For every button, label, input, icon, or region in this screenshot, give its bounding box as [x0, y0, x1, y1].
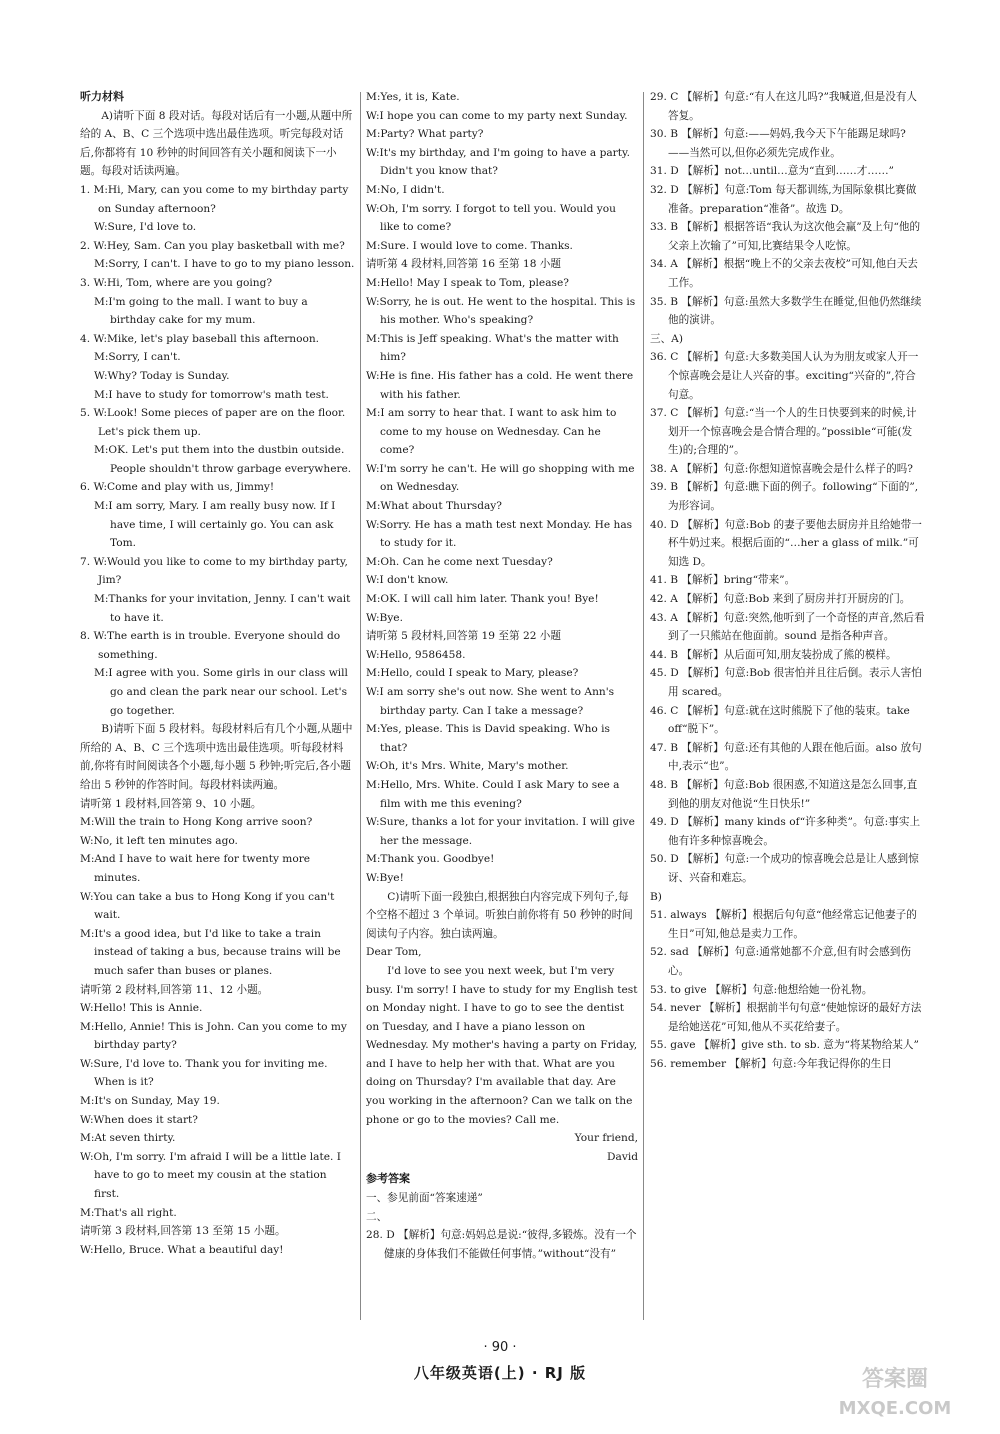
dialogue-line: M:Oh. Can he come next Tuesday?: [366, 555, 553, 568]
dialogue-line: W:Sorry, he is out. He went to the hospital. This is his mother. Who's speaking?: [366, 295, 636, 327]
dialogue-line: M:No, I didn't.: [366, 183, 445, 196]
dialogue-line: 8. W:The earth is in trouble. Everyone should do something.: [80, 630, 341, 661]
letter-greeting: Dear Tom,: [366, 946, 422, 959]
dialogue-line: M:Yes, please. This is David speaking. Who is that?: [366, 723, 610, 754]
dialogue-line: M:What about Thursday?: [366, 500, 502, 513]
answer-item: 54. never 【解析】根据前半句句意“使她惊讶的最好方法是给她送花”可知,他从不买花给妻子。: [650, 1002, 922, 1033]
answer-item: 46. C 【解析】句意:就在这时熊脱下了他的装束。take off“脱下”。: [650, 704, 910, 736]
answer-item: 32. D 【解析】句意:Tom 每天都训练,为国际象棋比赛做准备。preparation“准备”。故选 D。: [650, 183, 917, 215]
dialogue-line: W:Oh, it's Mrs. White, Mary's mother.: [366, 760, 569, 773]
section-prompt: 请听第 3 段材料,回答第 13 至第 15 小题。: [80, 1225, 286, 1238]
book-title: 八年级英语(上) · RJ 版: [413, 1364, 587, 1382]
dialogue-line: 2. W:Hey, Sam. Can you play basketball with me?: [80, 239, 345, 252]
dialogue-line: M:It's on Sunday, May 19.: [80, 1095, 220, 1108]
dialogue-line: M:Thank you. Goodbye!: [366, 853, 495, 866]
answer-section: 三、A): [650, 332, 683, 345]
dialogue-line: M:I have to study for tomorrow's math test.: [94, 388, 329, 401]
answer-item: 39. B 【解析】句意:瞧下面的例子。following“下面的”,为形容词。: [650, 481, 919, 513]
dialogue-line: M:OK. Let's put them into the dustbin outside. People shouldn't throw garbage everywhere.: [94, 444, 352, 475]
answer-item: 34. A 【解析】根据“晚上不的父亲去夜校”可知,他白天去工作。: [650, 258, 918, 289]
dialogue-line: W:You can take a bus to Hong Kong if you can't wait.: [80, 890, 335, 922]
dialogue-line: M:Yes, it is, Kate.: [366, 91, 460, 103]
dialogue-line: W:I am sorry she's out now. She went to Ann's birthday party. Can I take a message?: [366, 686, 615, 717]
dialogue-line: M:Sorry, I can't. I have to go to my piano lesson.: [94, 258, 355, 271]
answer-item: 44. B 【解析】从后面可知,朋友装扮成了熊的模样。: [650, 648, 897, 661]
answer-item: 52. sad 【解析】句意:通常她都不介意,但有时会感到伤心。: [650, 946, 911, 977]
dialogue-line: M:Party? What party?: [366, 128, 484, 141]
section-prompt: 请听第 1 段材料,回答第 9、10 小题。: [80, 797, 262, 810]
dialogue-line: W:Hello, 9586458.: [366, 648, 466, 661]
answer-item: 42. A 【解析】句意:Bob 来到了厨房并打开厨房的门。: [650, 593, 911, 606]
answer-note: 二、: [366, 1210, 388, 1223]
dialogue-line: 3. W:Hi, Tom, where are you going?: [80, 276, 273, 289]
answer-item: 45. D 【解析】句意:Bob 很害怕并且往后倒。表示人害怕用 scared。: [650, 667, 922, 698]
dialogue-line: M:I'm going to the mall. I want to buy a birthday cake for my mum.: [94, 295, 308, 327]
instruction-a: A)请听下面 8 段对话。每段对话后有一小题,从题中所给的 A、B、C 三个选项中选出最佳选项。听完每段对话后,你都将有 10 秒钟的时间回答有关小题和阅读下一小题。每段对话读两遍。: [80, 109, 353, 178]
answer-item: 48. B 【解析】句意:Bob 很困惑,不知道这是怎么回事,直到他的朋友对他说“生日快乐!”: [650, 778, 918, 810]
dialogue-line: M:OK. I will call him later. Thank you! Bye!: [366, 593, 599, 606]
answer-item: 50. D 【解析】句意:一个成功的惊喜晚会总是让人感到惊讶、兴奋和难忘。: [650, 853, 919, 884]
dialogue-line: W:It's my birthday, and I'm going to have a party. Didn't you know that?: [366, 146, 630, 178]
dialogue-line: M:And I have to wait here for twenty more minutes.: [80, 853, 311, 884]
answer-item: 29. C 【解析】句意:“有人在这儿吗?”我喊道,但是没有人答复。: [650, 91, 918, 122]
dialogue-line: M:It's a good idea, but I'd like to take a train instead of taking a bus, because trains will be much safer than buses or planes.: [80, 927, 341, 977]
dialogue-line: W:Hello, Bruce. What a beautiful day!: [80, 1243, 284, 1256]
letter-body: I'd love to see you next week, but I'm very busy. I'm sorry! I have to study for my English test on Monday night. I have to go to see the dentist on Tuesday, and I have a piano lesson on Wednesday. My mother's having a party on Friday, and I have to help her with that. What are you doing on Thursday? I'm available that day. Are you working in the afternoon? Can we talk on the phone or go to the movies? Call me.: [366, 964, 638, 1126]
dialogue-line: M:This is Jeff speaking. What's the matter with him?: [366, 332, 619, 364]
column-right: [650, 88, 925, 1073]
answer-item: 38. A 【解析】句意:你想知道惊喜晚会是什么样子的吗?: [650, 462, 913, 475]
answer-item: 37. C 【解析】句意:“当一个人的生日快要到来的时候,计划开一个惊喜晚会是合情合理的。”possible“可能(发生)的;合理的”。: [650, 407, 917, 457]
dialogue-line: M:Thanks for your invitation, Jenny. I can't wait to have it.: [94, 593, 351, 624]
answer-item: 36. C 【解析】句意:大多数美国人认为为朋友或家人开一个惊喜晚会是让人兴奋的事。exciting“兴奋的”,符合句意。: [650, 351, 919, 401]
dialogue-line: W:Bye.: [366, 611, 403, 624]
dialogue-line: M:I agree with you. Some girls in our class will go and clean the park near our school. Let's go together.: [94, 667, 348, 717]
dialogue-line: W:Sure, I'd love to.: [94, 221, 197, 234]
answer-item: 47. B 【解析】句意:还有其他的人跟在他后面。also 放句中,表示“也”。: [650, 741, 922, 773]
letter-closing: Your friend,: [574, 1132, 638, 1145]
instruction-c: C)请听下面一段独白,根据独白内容完成下列句子,每个空格不超过 3 个单词。听独白前你将有 50 秒钟的时间阅读句子内容。独白读两遍。: [366, 890, 633, 940]
dialogue-line: M:Hello, Mrs. White. Could I ask Mary to see a film with me this evening?: [366, 778, 620, 810]
dialogue-line: M:I am sorry to hear that. I want to ask him to come to my house on Wednesday. Can he come?: [366, 407, 617, 457]
dialogue-line: W:No, it left ten minutes ago.: [80, 834, 238, 847]
watermark-line1: 答案圈: [861, 1367, 929, 1392]
dialogue-line: M:Sure. I would love to come. Thanks.: [366, 239, 573, 252]
dialogue-line: M:Hello, could I speak to Mary, please?: [366, 667, 579, 680]
dialogue-line: M:Sorry, I can't.: [94, 351, 181, 364]
watermark-line2: MXQE.COM: [838, 1398, 952, 1419]
column-divider: [360, 92, 361, 1320]
answer-item: 28. D 【解析】句意:妈妈总是说:“彼得,多锻炼。没有一个健康的身体我们不能做任何事情。”without“没有”: [366, 1229, 637, 1260]
dialogue-line: W:Oh, I'm sorry. I'm afraid I will be a little late. I have to go to meet my cousin at the station first.: [80, 1150, 341, 1201]
dialogue-line: W:When does it start?: [80, 1113, 198, 1126]
section-prompt: 请听第 4 段材料,回答第 16 至第 18 小题: [366, 258, 561, 271]
answers-heading: 参考答案: [366, 1172, 410, 1186]
answer-item: 55. gave 【解析】give sth. to sb. 意为“将某物给某人”: [650, 1039, 919, 1052]
answer-item: 51. always 【解析】根据后句句意“他经常忘记他妻子的生日”可知,他总是卖力工作。: [650, 909, 917, 940]
page-number: · 90 ·: [483, 1340, 517, 1355]
dialogue-line: 1. M:Hi, Mary, can you come to my birthday party on Sunday afternoon?: [80, 183, 349, 215]
dialogue-line: 5. W:Look! Some pieces of paper are on the floor. Let's pick them up.: [80, 407, 346, 438]
answer-item: 35. B 【解析】句意:虽然大多数学生在睡觉,但他仍然继续他的演讲。: [650, 295, 922, 327]
answer-note: 一、参见前面“答案速递”: [366, 1192, 483, 1205]
dialogue-line: M:At seven thirty.: [80, 1132, 176, 1145]
dialogue-line: M:I am sorry, Mary. I am really busy now. If I have time, I will certainly go. You can ask Tom.: [94, 500, 336, 550]
answer-item: 31. D 【解析】not…until…意为“直到……才……”: [650, 165, 894, 178]
column-divider: [643, 92, 644, 1320]
column-left: [80, 88, 355, 1259]
dialogue-line: W:Why? Today is Sunday.: [94, 369, 230, 382]
dialogue-line: W:Sure, I'd love to. Thank you for inviting me. When is it?: [80, 1057, 328, 1089]
column-middle: [366, 88, 638, 1263]
section-prompt: 请听第 5 段材料,回答第 19 至第 22 小题: [366, 630, 561, 643]
dialogue-line: W:He is fine. His father has a cold. He went there with his father.: [366, 369, 634, 401]
dialogue-line: M:Hello! May I speak to Tom, please?: [366, 276, 569, 289]
dialogue-line: W:I'm sorry he can't. He will go shopping with me on Wednesday.: [366, 462, 635, 494]
dialogue-line: W:Sure, thanks a lot for your invitation. I will give her the message.: [366, 816, 635, 847]
answer-item: 56. remember 【解析】句意:今年我记得你的生日: [650, 1057, 892, 1070]
dialogue-line: W:Oh, I'm sorry. I forgot to tell you. Would you like to come?: [366, 202, 616, 234]
dialogue-line: W:I hope you can come to my party next Sunday.: [366, 109, 628, 122]
answer-item: 49. D 【解析】many kinds of“许多种类”。句意:事实上他有许多种惊喜晚会。: [650, 816, 921, 847]
answer-item: 43. A 【解析】句意:突然,他听到了一个奇怪的声音,然后看到了一只熊站在他面前。sound 是指各种声音。: [650, 611, 925, 643]
answer-item: 41. B 【解析】bring“带来”。: [650, 574, 796, 587]
dialogue-line: W:Bye!: [366, 871, 404, 884]
dialogue-line: W:Hello! This is Annie.: [80, 1002, 203, 1015]
section-prompt: 请听第 2 段材料,回答第 11、12 小题。: [80, 983, 269, 996]
dialogue-line: 7. W:Would you like to come to my birthday party, Jim?: [80, 555, 348, 587]
section-heading-listening: 听力材料: [80, 90, 124, 103]
instruction-b: B)请听下面 5 段材料。每段材料后有几个小题,从题中所给的 A、B、C 三个选项中选出最佳选项。听每段材料前,你将有时间阅读各个小题,每小题 5 秒钟;听完后,各小题给出 5 秒钟的作答时间。每段材料读两遍。: [80, 723, 353, 791]
dialogue-line: M:Hello, Annie! This is John. Can you come to my birthday party?: [80, 1020, 347, 1052]
dialogue-line: W:I don't know.: [366, 574, 449, 587]
answer-item: 40. D 【解析】句意:Bob 的妻子要他去厨房并且给她带一杯牛奶过来。根据后面的“…her a glass of milk.”可知选 D。: [650, 518, 922, 568]
watermark-logo: [810, 1354, 980, 1424]
dialogue-line: 4. W:Mike, let's play baseball this afternoon.: [80, 332, 320, 345]
answer-item: 30. B 【解析】句意:——妈妈,我今天下午能踢足球吗? ——当然可以,但你必须先完成作业。: [650, 128, 906, 159]
letter-signature: David: [607, 1150, 638, 1163]
dialogue-line: 6. W:Come and play with us, Jimmy!: [80, 481, 275, 494]
answer-section: B): [650, 890, 662, 903]
dialogue-line: M:That's all right.: [80, 1206, 177, 1219]
dialogue-line: W:Sorry. He has a math test next Monday. He has to study for it.: [366, 518, 633, 550]
dialogue-line: M:Will the train to Hong Kong arrive soon?: [80, 816, 313, 829]
answer-item: 53. to give 【解析】句意:他想给她一份礼物。: [650, 983, 873, 996]
answer-item: 33. B 【解析】根据答语“我认为这次他会赢”及上句“他的父亲上次输了”可知,比赛结果令人吃惊。: [650, 221, 921, 252]
